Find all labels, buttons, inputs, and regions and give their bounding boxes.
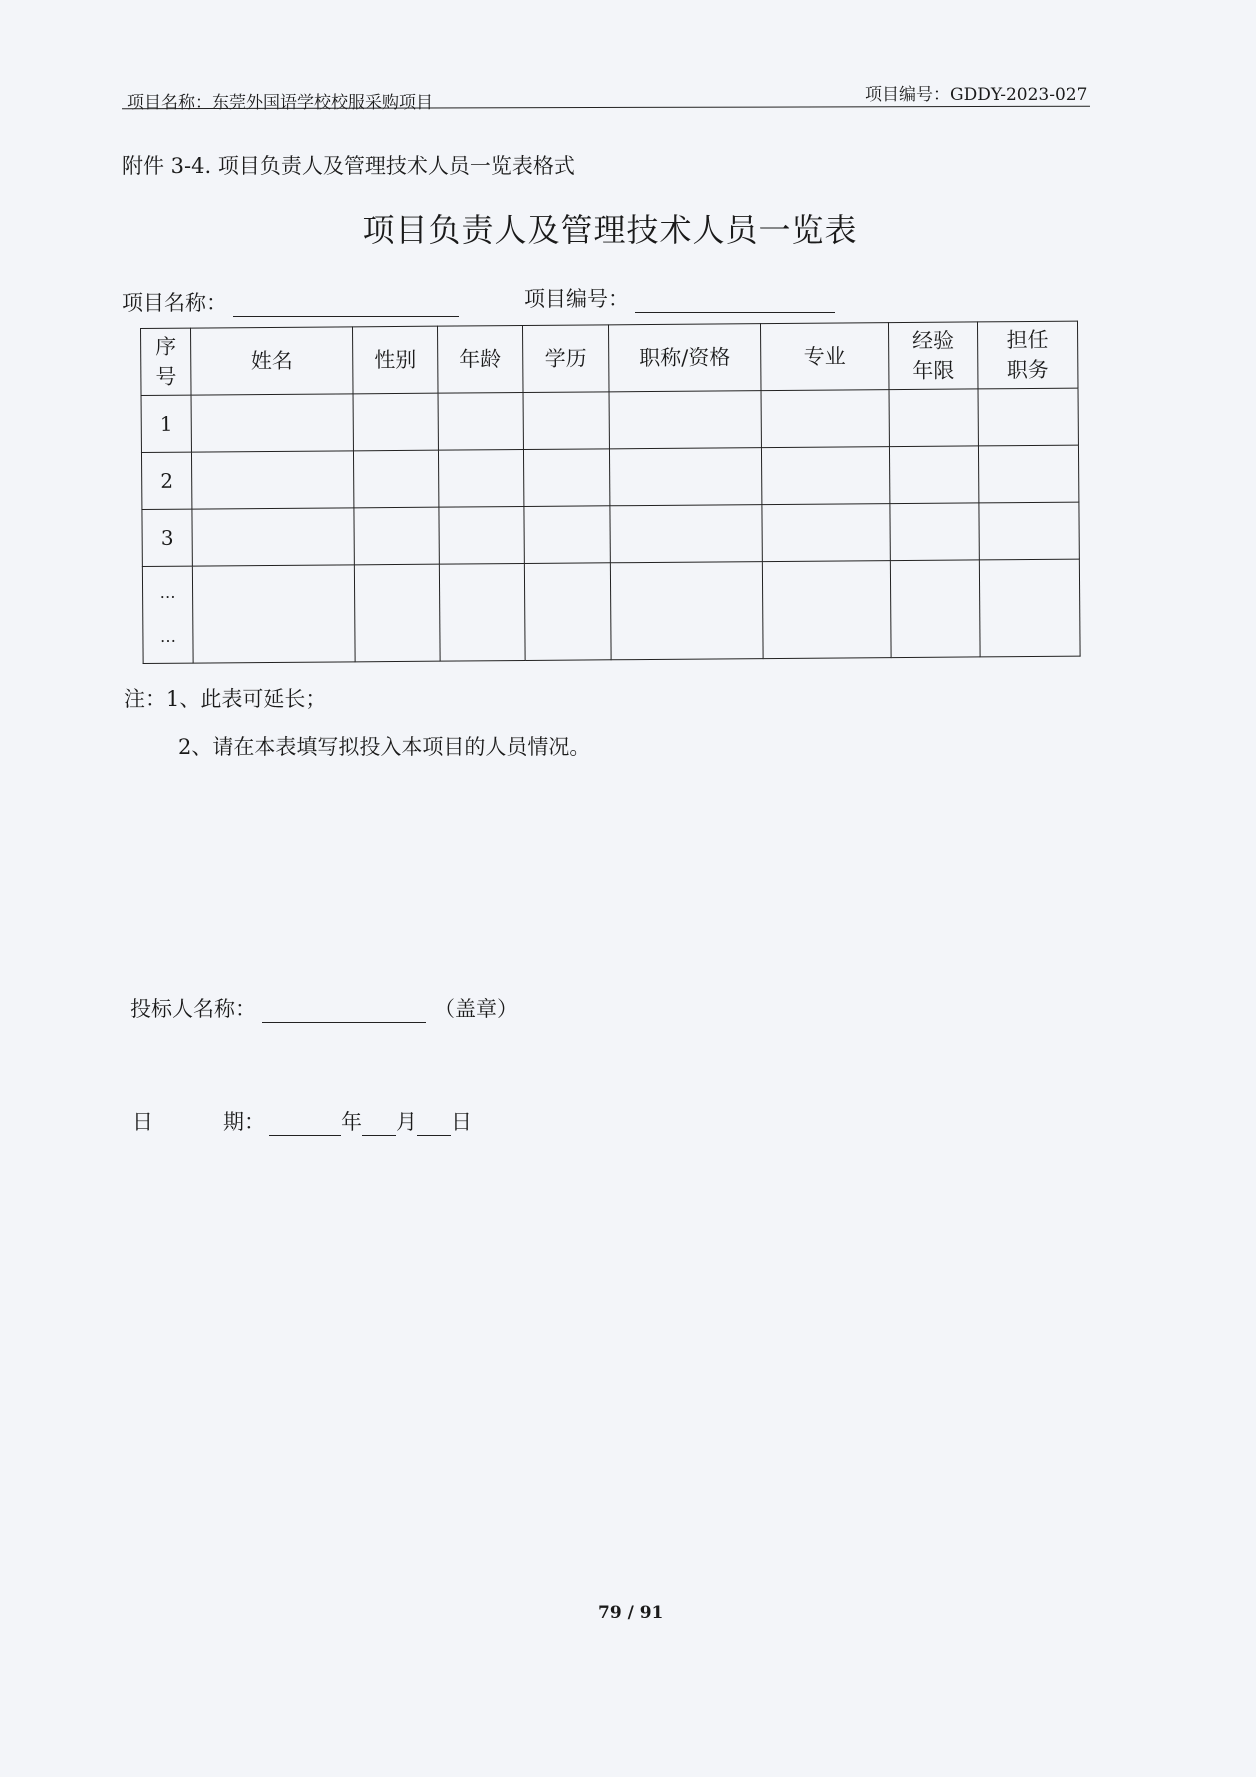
header-cell-seq: 序 号 bbox=[141, 328, 192, 395]
project-name-label: 项目名称： bbox=[122, 291, 227, 315]
table-cell[interactable] bbox=[439, 506, 524, 564]
table-row bbox=[142, 559, 1080, 663]
project-name-blank[interactable] bbox=[233, 294, 459, 317]
table-cell[interactable] bbox=[354, 507, 439, 565]
header-cell-gender: 性别 bbox=[352, 326, 438, 394]
table-cell[interactable] bbox=[761, 447, 889, 505]
table-cell[interactable] bbox=[523, 392, 609, 450]
header-cell-experience: 经验 年限 bbox=[888, 322, 978, 390]
page-title: 项目负责人及管理技术人员一览表 bbox=[362, 211, 858, 249]
header-cell-position: 担任 职务 bbox=[977, 321, 1078, 389]
header-cell-education: 学历 bbox=[522, 325, 609, 393]
project-code-field bbox=[524, 283, 835, 313]
date-field bbox=[132, 1106, 472, 1136]
table-cell[interactable] bbox=[192, 508, 354, 566]
header-cell-name: 姓名 bbox=[191, 327, 354, 395]
table-cell[interactable] bbox=[192, 565, 355, 663]
table-cell[interactable] bbox=[979, 559, 1080, 657]
stamp-label: （盖章） bbox=[434, 997, 518, 1021]
year-label: 年 bbox=[341, 1110, 362, 1134]
bidder-name-label: 投标人名称： bbox=[130, 997, 256, 1021]
date-label-ri: 日 bbox=[132, 1110, 153, 1134]
table-cell[interactable] bbox=[979, 502, 1079, 560]
date-label-qi: 期： bbox=[223, 1110, 265, 1134]
row-index: 1 bbox=[141, 395, 191, 452]
project-name-field bbox=[122, 287, 459, 317]
table-cell[interactable] bbox=[438, 392, 523, 450]
table-row bbox=[141, 388, 1078, 452]
table-cell[interactable] bbox=[978, 388, 1078, 446]
table-cell[interactable] bbox=[353, 450, 438, 508]
page-number: 79 / 91 bbox=[598, 1603, 664, 1623]
table-cell[interactable] bbox=[353, 393, 438, 451]
table-row bbox=[141, 445, 1078, 509]
table-cell[interactable] bbox=[524, 563, 611, 661]
table-cell[interactable] bbox=[889, 389, 978, 447]
table-cell[interactable] bbox=[439, 563, 525, 661]
month-label: 月 bbox=[396, 1110, 417, 1134]
header-cell-major: 专业 bbox=[760, 323, 889, 391]
table-cell[interactable] bbox=[762, 504, 890, 562]
table-cell[interactable] bbox=[609, 448, 761, 506]
note-2: 2、请在本表填写拟投入本项目的人员情况。 bbox=[178, 735, 591, 759]
table-cell[interactable] bbox=[523, 449, 609, 507]
table-cell[interactable] bbox=[890, 503, 979, 561]
note-1: 注：1、此表可延长； bbox=[124, 687, 327, 711]
table-cell[interactable] bbox=[610, 562, 763, 660]
table-cell[interactable] bbox=[610, 505, 762, 563]
header-project-name: 项目名称：东莞外国语学校校服采购项目 bbox=[127, 93, 433, 113]
ellipsis-1: … bbox=[159, 582, 176, 602]
project-code-label: 项目编号： bbox=[524, 287, 629, 311]
month-blank[interactable] bbox=[362, 1113, 396, 1136]
table-cell[interactable] bbox=[889, 446, 978, 504]
table-cell[interactable] bbox=[890, 560, 980, 658]
table-cell[interactable] bbox=[191, 394, 353, 452]
table-cell[interactable] bbox=[761, 390, 889, 448]
header-cell-age: 年龄 bbox=[437, 325, 523, 393]
table-header-row bbox=[141, 321, 1078, 395]
day-label: 日 bbox=[451, 1110, 472, 1134]
ellipsis-2: … bbox=[159, 626, 176, 646]
bidder-name-blank[interactable] bbox=[262, 1000, 426, 1023]
bidder-name-field bbox=[130, 993, 518, 1023]
header-project-code: 项目编号：GDDY-2023-027 bbox=[865, 85, 1088, 105]
year-blank[interactable] bbox=[269, 1113, 341, 1136]
table-cell[interactable] bbox=[762, 561, 891, 659]
table-cell[interactable] bbox=[354, 564, 440, 662]
table-cell[interactable] bbox=[524, 506, 610, 564]
table-cell[interactable] bbox=[191, 451, 353, 509]
attachment-label: 附件 3-4. 项目负责人及管理技术人员一览表格式 bbox=[122, 154, 575, 178]
table-cell[interactable] bbox=[609, 391, 761, 449]
project-code-blank[interactable] bbox=[635, 290, 835, 313]
header-cell-title: 职称/资格 bbox=[608, 324, 761, 392]
personnel-table bbox=[140, 321, 1081, 664]
row-index: 2 bbox=[141, 452, 191, 509]
day-blank[interactable] bbox=[417, 1113, 451, 1136]
table-cell[interactable] bbox=[978, 445, 1078, 503]
table-row bbox=[142, 502, 1079, 566]
row-index-continuation bbox=[142, 566, 193, 663]
row-index: 3 bbox=[142, 509, 192, 566]
table-cell[interactable] bbox=[438, 449, 523, 507]
